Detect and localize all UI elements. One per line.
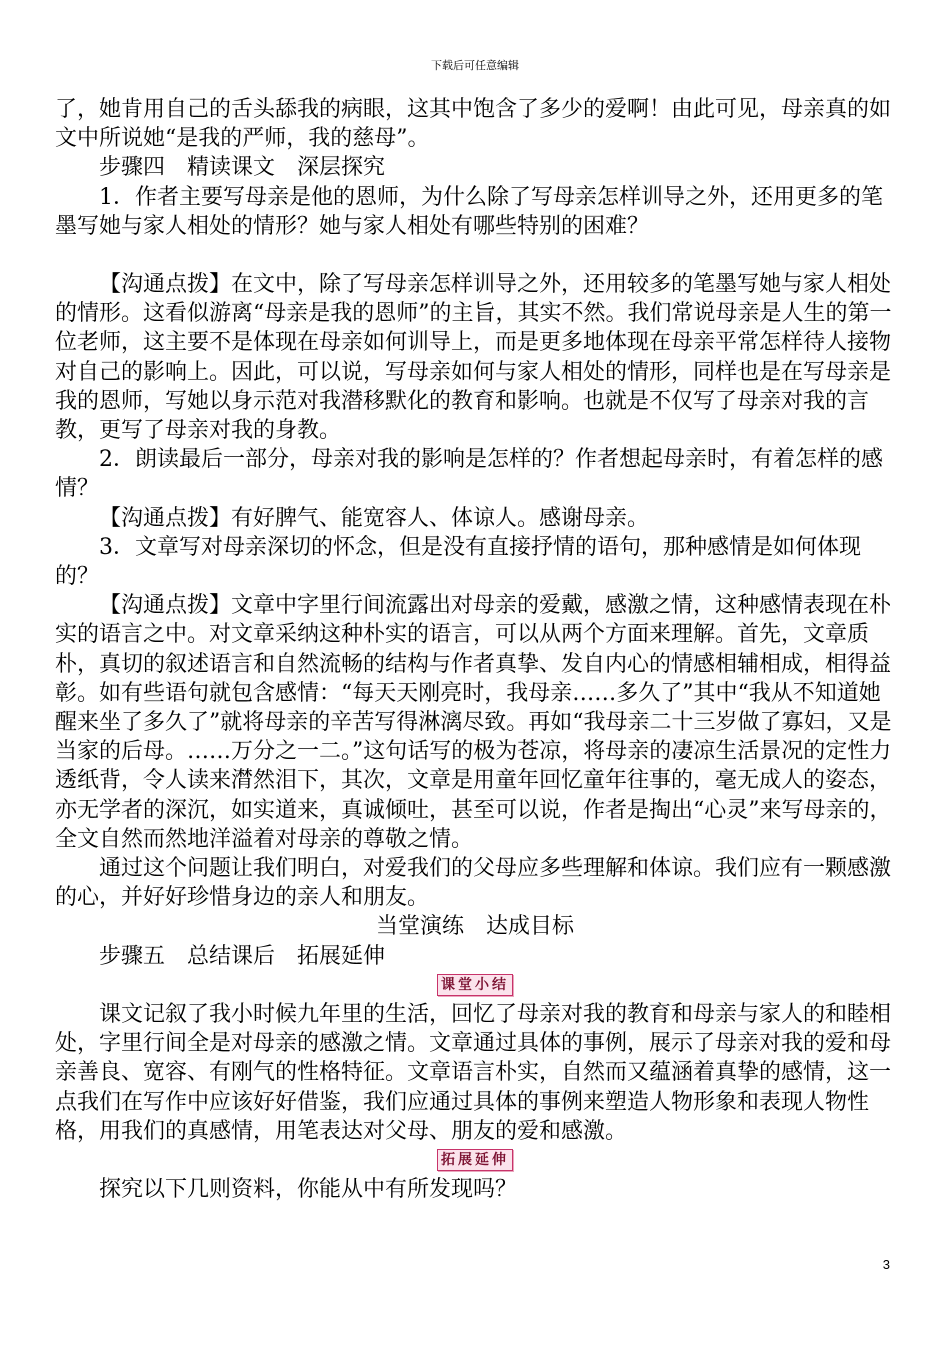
paragraph: 通过这个问题让我们明白，对爱我们的父母应多些理解和体谅。我们应有一颗感激的心，并好好珍惜身边的亲人和朋友。 <box>55 856 892 911</box>
extension-prompt: 探究以下几则资料，你能从中有所发现吗？ <box>99 1176 518 1202</box>
extension-badge: 拓展延伸 <box>437 1149 513 1171</box>
summary-badge-row <box>55 971 895 1000</box>
section-heading-step5: 步骤五 总结课后 拓展延伸 <box>99 943 386 969</box>
summary-badge: 课堂小结 <box>437 974 513 996</box>
summary-paragraph: 课文记叙了我小时候九年里的生活，回忆了母亲对我的教育和母亲与家人的和睦相处，字里行间全是对母亲的感激之情。文章通过具体的事例，展示了母亲对我的爱和母亲善良、宽容、有刚气的性格特征。文章语言朴实，自然而又蕴涵着真挚的感情，这一点我们在写作中应该好好借鉴，我们应通过具体的事例来塑造人物形象和表现人物性格，用我们的真感情，用笔表达对父母、朋友的爱和感激。 <box>55 1001 892 1144</box>
question-2: 2．朗读最后一部分，母亲对我的影响是怎样的？作者想起母亲时，有着怎样的感情？ <box>55 447 883 502</box>
question-3: 3．文章写对母亲深切的怀念，但是没有直接抒情的语句，那种感情是如何体现的？ <box>55 534 861 590</box>
answer-1: 【沟通点拨】在文中，除了写母亲怎样训导之外，还用较多的笔墨写她与家人相处的情形。这看似游离“母亲是我的恩师”的主旨，其实不然。我们常说母亲是人生的第一位老师，这主要不是体现在母亲如何训导上，而是更多地体现在母亲平常怎样待人接物对自己的影响上。因此，可以说，写母亲如何与家人相处的情形，同样也是在写母亲是我的恩师，写她以身示范对我潜移默化的教育和影响。也就是不仅写了母亲对我的言教，更写了母亲对我的身教。 <box>55 272 892 444</box>
extension-badge-row <box>55 1146 895 1175</box>
document-body <box>55 95 895 1204</box>
section-heading-step4: 步骤四 精读课文 深层探究 <box>99 155 386 181</box>
blank-line <box>55 241 895 270</box>
answer-2: 【沟通点拨】有好脾气、能宽容人、体谅人。感谢母亲。 <box>99 505 650 531</box>
section-title-practice: 当堂演练 达成目标 <box>375 914 574 940</box>
paragraph: 了，她肯用自己的舌头舔我的病眼，这其中饱含了多少的爱啊！由此可见，母亲真的如文中所说她“是我的严师，我的慈母”。 <box>55 97 892 152</box>
question-1: 1．作者主要写母亲是他的恩师，为什么除了写母亲怎样训导之外，还用更多的笔墨写她与家人相处的情形？她与家人相处有哪些特别的困难？ <box>55 184 883 239</box>
answer-3: 【沟通点拨】文章中字里行间流露出对母亲的爱戴，感激之情，这种感情表现在朴实的语言之中。对文章采纳这种朴实的语言，可以从两个方面来理解。首先，文章质朴，真切的叙述语言和自然流畅的结构与作者真挚、发自内心的情感相辅相成，相得益彰。如有些语句就包含感情：“每天天刚亮时，我母亲……多久了”其中“我从不知道她醒来坐了多久了”就将母亲的辛苦写得淋漓尽致。再如“我母亲二十三岁做了寡妇，又是当家的后母。……万分之一二。”这句话写的极为苍凉，将母亲的凄凉生活景况的定性力透纸背，令人读来潸然泪下，其次，文章是用童年回忆童年往事的，毫无成人的姿态，亦无学者的深沉，如实道来，真诚倾吐，甚至可以说，作者是掏出“心灵”来写母亲的，全文自然而然地洋溢着对母亲的尊敬之情。 <box>55 593 892 852</box>
page-number: 3 <box>882 1257 890 1272</box>
page-header: 下载后可任意编辑 <box>431 59 519 72</box>
